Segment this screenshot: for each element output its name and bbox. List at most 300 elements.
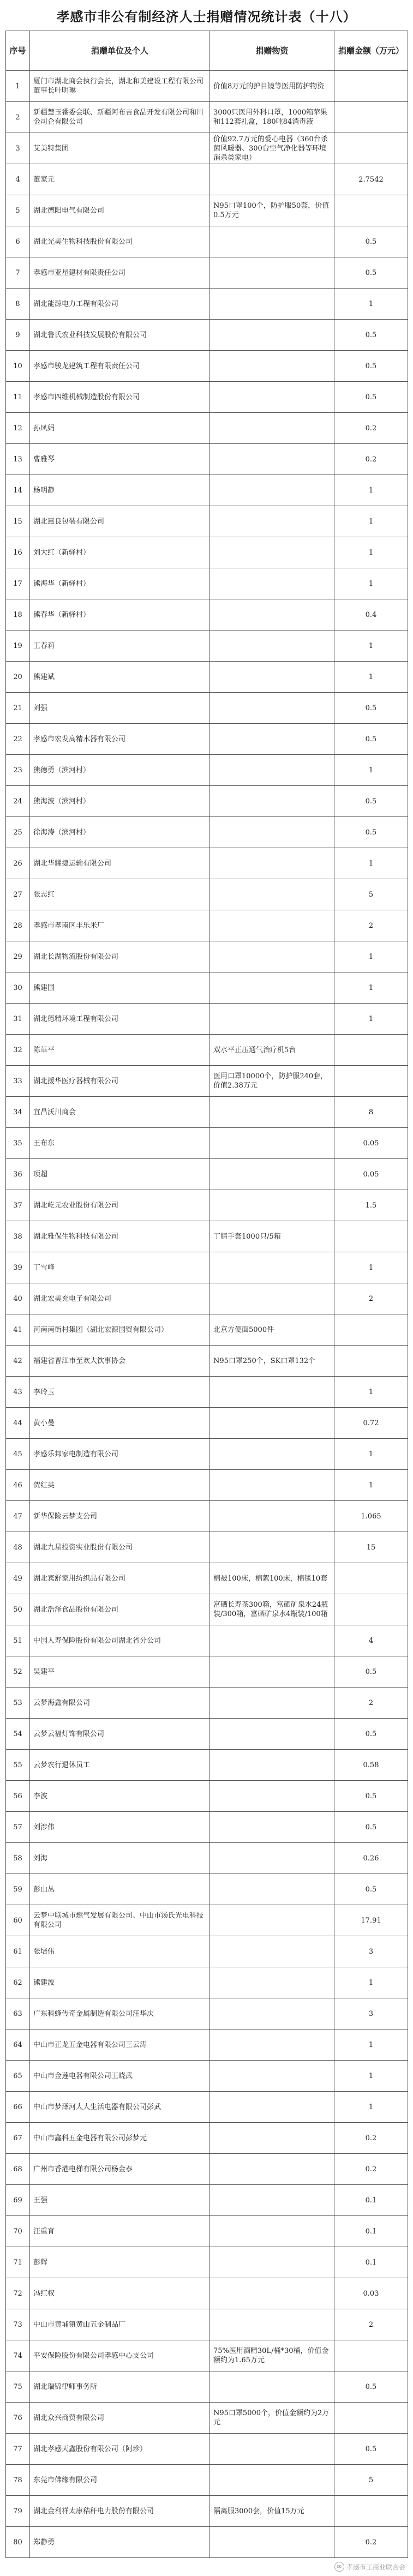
- row-amount: [334, 71, 408, 102]
- row-goods: [210, 2061, 334, 2092]
- row-no: 49: [6, 1563, 30, 1594]
- row-no: 14: [6, 475, 30, 506]
- row-donor: 孝感市宏发高精木器有限公司: [30, 724, 210, 755]
- watermark: [334, 2562, 405, 2572]
- row-goods: [210, 1377, 334, 1408]
- row-amount: 4: [334, 1625, 408, 1656]
- row-no: 57: [6, 1812, 30, 1843]
- row-amount: 1: [334, 568, 408, 599]
- row-donor: 刘大红（新驿村）: [30, 537, 210, 568]
- row-goods: 3000只医用外科口罩，1000箱苹果和112套礼盒，180吨84消毒液: [210, 102, 334, 133]
- table-row: [6, 1719, 408, 1750]
- header-amount: 捐赠金额（万元）: [334, 31, 408, 71]
- row-no: 80: [6, 2527, 30, 2558]
- row-goods: [210, 1905, 334, 1936]
- row-donor: 湖北长湖物流股份有限公司: [30, 941, 210, 972]
- table-row: [6, 662, 408, 693]
- table-row: [6, 506, 408, 537]
- row-no: 35: [6, 1128, 30, 1159]
- row-donor: 刘海: [30, 1843, 210, 1874]
- row-goods: [210, 444, 334, 475]
- row-no: 33: [6, 1066, 30, 1097]
- row-amount: 0.2: [334, 2527, 408, 2558]
- row-amount: 1: [334, 972, 408, 1004]
- row-goods: [210, 724, 334, 755]
- row-amount: 5: [334, 2465, 408, 2496]
- row-amount: 1: [334, 941, 408, 972]
- row-no: 58: [6, 1843, 30, 1874]
- row-no: 30: [6, 972, 30, 1004]
- table-row: [6, 1190, 408, 1221]
- row-amount: 0.5: [334, 257, 408, 289]
- table-row: [6, 1470, 408, 1501]
- row-no: 26: [6, 848, 30, 879]
- table-row: [6, 1252, 408, 1283]
- row-goods: [210, 2434, 334, 2465]
- row-amount: [334, 1346, 408, 1377]
- row-no: 3: [6, 133, 30, 164]
- row-amount: 0.05: [334, 1159, 408, 1190]
- row-goods: [210, 2371, 334, 2403]
- row-amount: [334, 195, 408, 226]
- table-row: [6, 817, 408, 848]
- row-no: 78: [6, 2465, 30, 2496]
- row-donor: 云梦海鑫有限公司: [30, 1688, 210, 1719]
- row-amount: [334, 1035, 408, 1066]
- row-no: 18: [6, 599, 30, 631]
- row-amount: 1: [334, 848, 408, 879]
- table-row: [6, 1346, 408, 1377]
- row-no: 23: [6, 755, 30, 786]
- row-donor: 东莞市佛缘有限公司: [30, 2465, 210, 2496]
- row-amount: 0.2: [334, 2154, 408, 2185]
- row-goods: [210, 1408, 334, 1439]
- row-goods: [210, 1998, 334, 2029]
- table-row: [6, 102, 408, 133]
- row-donor: 湖北屹元农业股份有限公司: [30, 1190, 210, 1221]
- row-no: 9: [6, 320, 30, 351]
- row-donor: 熊德勇（滨河村）: [30, 755, 210, 786]
- row-goods: 北京方便面5000件: [210, 1314, 334, 1346]
- table-row: [6, 1563, 408, 1594]
- row-donor: 彭辉: [30, 2247, 210, 2278]
- table-row: [6, 1594, 408, 1625]
- row-goods: [210, 631, 334, 662]
- row-goods: [210, 1936, 334, 1967]
- row-no: 63: [6, 1998, 30, 2029]
- row-goods: 隔离服3000套，价值15万元: [210, 2496, 334, 2527]
- row-amount: 1: [334, 1252, 408, 1283]
- row-amount: 1: [334, 2092, 408, 2123]
- row-goods: [210, 1812, 334, 1843]
- row-amount: 0.26: [334, 1843, 408, 1874]
- row-amount: 1: [334, 1470, 408, 1501]
- row-goods: [210, 568, 334, 599]
- row-amount: [334, 1594, 408, 1625]
- row-amount: 2.7542: [334, 164, 408, 195]
- row-donor: 湖北瑞锦律师事务所: [30, 2371, 210, 2403]
- row-goods: [210, 662, 334, 693]
- row-amount: 0.5: [334, 2371, 408, 2403]
- row-goods: [210, 2185, 334, 2216]
- table-row: [6, 755, 408, 786]
- wechat-icon: ✉: [334, 2562, 344, 2572]
- table-row: [6, 382, 408, 413]
- row-amount: 1: [334, 1004, 408, 1035]
- row-no: 45: [6, 1439, 30, 1470]
- table-body: [6, 71, 408, 2558]
- row-no: 39: [6, 1252, 30, 1283]
- row-no: 46: [6, 1470, 30, 1501]
- table-row: [6, 1998, 408, 2029]
- row-donor: 吴建平: [30, 1656, 210, 1688]
- row-donor: 中山市黄埔镇黄山五金制品厂: [30, 2309, 210, 2340]
- table-row: [6, 1936, 408, 1967]
- row-amount: 2: [334, 2309, 408, 2340]
- row-no: 53: [6, 1688, 30, 1719]
- row-donor: 张培伟: [30, 1936, 210, 1967]
- header-goods: 捐赠物资: [210, 31, 334, 71]
- row-goods: [210, 2278, 334, 2309]
- row-amount: 0.1: [334, 2216, 408, 2247]
- row-amount: [334, 1066, 408, 1097]
- row-donor: 云梦云福灯饰有限公司: [30, 1719, 210, 1750]
- row-donor: 熊建波: [30, 1967, 210, 1998]
- row-no: 27: [6, 879, 30, 910]
- table-row: [6, 1625, 408, 1656]
- table-row: [6, 2403, 408, 2434]
- row-goods: [210, 2527, 334, 2558]
- row-amount: 0.2: [334, 444, 408, 475]
- row-amount: 0.1: [334, 2185, 408, 2216]
- row-amount: [334, 2496, 408, 2527]
- row-goods: [210, 1750, 334, 1781]
- row-amount: 0.58: [334, 1750, 408, 1781]
- row-no: 71: [6, 2247, 30, 2278]
- table-row: [6, 941, 408, 972]
- row-no: 11: [6, 382, 30, 413]
- table-row: [6, 693, 408, 724]
- row-amount: 3: [334, 1936, 408, 1967]
- row-goods: [210, 226, 334, 257]
- table-row: [6, 2061, 408, 2092]
- row-amount: 0.05: [334, 1128, 408, 1159]
- row-donor: 湖北华耀捷运输有限公司: [30, 848, 210, 879]
- row-amount: 1: [334, 475, 408, 506]
- row-no: 24: [6, 786, 30, 817]
- row-no: 8: [6, 289, 30, 320]
- row-donor: 董家元: [30, 164, 210, 195]
- table-row: [6, 2247, 408, 2278]
- row-no: 29: [6, 941, 30, 972]
- row-goods: [210, 755, 334, 786]
- row-no: 70: [6, 2216, 30, 2247]
- row-donor: 湖北德精环境工程有限公司: [30, 1004, 210, 1035]
- row-donor: 王强: [30, 2185, 210, 2216]
- table-row: [6, 1501, 408, 1532]
- row-donor: 熊春华（新驿村）: [30, 599, 210, 631]
- row-amount: 0.2: [334, 413, 408, 444]
- table-row: [6, 2371, 408, 2403]
- row-donor: 中国人寿保险股份有限公司湖北省分公司: [30, 1625, 210, 1656]
- row-no: 32: [6, 1035, 30, 1066]
- row-goods: 价值92.7万元的爱心电器（360台杀菌风暖器、300台空气净化器等环境消杀类家电）: [210, 133, 334, 164]
- table-row: [6, 1035, 408, 1066]
- row-donor: 厦门市湖北商会执行会长，湖北和美建设工程有限公司董事长叶明琳: [30, 71, 210, 102]
- row-donor: 贺红英: [30, 1470, 210, 1501]
- donation-table: [5, 31, 408, 2558]
- row-amount: 2: [334, 910, 408, 941]
- table-row: [6, 2278, 408, 2309]
- table-row: [6, 1688, 408, 1719]
- row-goods: [210, 382, 334, 413]
- row-donor: 云梦中联城市燃气发展有限公司、中山市汤氏光电科技有限公司: [30, 1905, 210, 1936]
- row-donor: 湖北宾舒家用纺织品有限公司: [30, 1563, 210, 1594]
- row-goods: [210, 1532, 334, 1563]
- table-row: [6, 71, 408, 102]
- row-goods: [210, 599, 334, 631]
- table-row: [6, 195, 408, 226]
- row-goods: 医用口罩10000个，防护服240套，价值2.38万元: [210, 1066, 334, 1097]
- row-goods: N95口罩5000个，价值金额约为2万元: [210, 2403, 334, 2434]
- row-no: 66: [6, 2092, 30, 2123]
- row-donor: 王春莉: [30, 631, 210, 662]
- table-row: [6, 2092, 408, 2123]
- row-amount: 0.72: [334, 1408, 408, 1439]
- page-title: 孝感市非公有制经济人士捐赠情况统计表（十八）: [56, 8, 357, 25]
- table-row: [6, 1874, 408, 1905]
- table-row: [6, 879, 408, 910]
- row-goods: 富硒长寿茶300箱，富硒矿泉水24瓶装/300箱，富硒矿泉水4瓶装/100箱: [210, 1594, 334, 1625]
- row-no: 50: [6, 1594, 30, 1625]
- table-row: [6, 910, 408, 941]
- row-goods: [210, 2247, 334, 2278]
- row-amount: 0.5: [334, 786, 408, 817]
- row-amount: 1.5: [334, 1190, 408, 1221]
- row-goods: [210, 1656, 334, 1688]
- table-row: [6, 1066, 408, 1097]
- row-no: 79: [6, 2496, 30, 2527]
- row-donor: 中山市金莲电器有限公司王晓武: [30, 2061, 210, 2092]
- row-goods: [210, 506, 334, 537]
- table-row: [6, 599, 408, 631]
- row-amount: [334, 2340, 408, 2371]
- row-amount: 1: [334, 1439, 408, 1470]
- row-no: 40: [6, 1283, 30, 1314]
- row-donor: 孝感乐邦家电制造有限公司: [30, 1439, 210, 1470]
- row-donor: 刘强: [30, 693, 210, 724]
- row-no: 34: [6, 1097, 30, 1128]
- row-donor: 刘涉伟: [30, 1812, 210, 1843]
- row-donor: 湖北九星投资实业股份有限公司: [30, 1532, 210, 1563]
- row-goods: [210, 164, 334, 195]
- row-donor: 湖北光美生物科技股份有限公司: [30, 226, 210, 257]
- row-goods: [210, 1688, 334, 1719]
- table-row: [6, 444, 408, 475]
- table-row: [6, 226, 408, 257]
- row-no: 55: [6, 1750, 30, 1781]
- row-no: 6: [6, 226, 30, 257]
- row-goods: [210, 289, 334, 320]
- row-donor: 李玲玉: [30, 1377, 210, 1408]
- row-goods: [210, 1159, 334, 1190]
- row-no: 31: [6, 1004, 30, 1035]
- table-row: [6, 1159, 408, 1190]
- row-no: 77: [6, 2434, 30, 2465]
- row-donor: 熊海波（滨河村）: [30, 786, 210, 817]
- row-amount: 0.5: [334, 817, 408, 848]
- row-donor: 湖北德阳电气有限公司: [30, 195, 210, 226]
- row-amount: 17.91: [334, 1905, 408, 1936]
- row-donor: 湖北惠良包装有限公司: [30, 506, 210, 537]
- table-row: [6, 1314, 408, 1346]
- row-donor: 河南南街村集团（湖北宏源国贸有限公司）: [30, 1314, 210, 1346]
- row-amount: 1: [334, 662, 408, 693]
- row-no: 69: [6, 2185, 30, 2216]
- row-no: 74: [6, 2340, 30, 2371]
- row-goods: 75%医用酒精30L/桶*30桶，价值金额约为1.65万元: [210, 2340, 334, 2371]
- row-amount: 0.5: [334, 382, 408, 413]
- row-goods: N95口罩250个，SK口罩132个: [210, 1346, 334, 1377]
- row-amount: 1: [334, 631, 408, 662]
- row-donor: 徐海涛（滨河村）: [30, 817, 210, 848]
- row-donor: 熊建斌: [30, 662, 210, 693]
- row-donor: 丁雪峰: [30, 1252, 210, 1283]
- row-no: 76: [6, 2403, 30, 2434]
- row-donor: 新华保险云梦支公司: [30, 1501, 210, 1532]
- watermark-text: 孝感市工商业联合会: [346, 2563, 405, 2571]
- table-row: [6, 164, 408, 195]
- table-row: [6, 2496, 408, 2527]
- row-amount: 0.2: [334, 2123, 408, 2154]
- row-goods: [210, 848, 334, 879]
- row-goods: [210, 1004, 334, 1035]
- row-amount: 1: [334, 506, 408, 537]
- row-amount: 5: [334, 879, 408, 910]
- row-amount: [334, 2403, 408, 2434]
- row-goods: [210, 1843, 334, 1874]
- row-amount: 0.5: [334, 226, 408, 257]
- row-no: 25: [6, 817, 30, 848]
- row-no: 65: [6, 2061, 30, 2092]
- row-amount: 0.4: [334, 599, 408, 631]
- table-row: [6, 2216, 408, 2247]
- row-donor: 孝感市四维机械制造股份有限公司: [30, 382, 210, 413]
- row-no: 13: [6, 444, 30, 475]
- row-goods: [210, 786, 334, 817]
- row-goods: 双水平正压通气治疗机5台: [210, 1035, 334, 1066]
- row-goods: [210, 941, 334, 972]
- row-goods: [210, 1781, 334, 1812]
- row-no: 75: [6, 2371, 30, 2403]
- row-donor: 陈革平: [30, 1035, 210, 1066]
- row-donor: 湖北雅保生物科技有限公司: [30, 1221, 210, 1252]
- row-donor: 冯红权: [30, 2278, 210, 2309]
- row-donor: 中山市梦泽河大大生活电器有限公司彭武: [30, 2092, 210, 2123]
- row-goods: [210, 1501, 334, 1532]
- row-donor: 湖北鲁氏农业科技发展股份有限公司: [30, 320, 210, 351]
- row-donor: 熊海华（新驿村）: [30, 568, 210, 599]
- header-row: [6, 31, 408, 71]
- row-no: 22: [6, 724, 30, 755]
- row-donor: 中山市鑫科五金电器有限公司彭梦元: [30, 2123, 210, 2154]
- row-amount: 0.5: [334, 1781, 408, 1812]
- table-row: [6, 568, 408, 599]
- table-row: [6, 972, 408, 1004]
- row-amount: 1: [334, 289, 408, 320]
- row-goods: [210, 1252, 334, 1283]
- row-no: 20: [6, 662, 30, 693]
- row-donor: 汪重育: [30, 2216, 210, 2247]
- row-goods: [210, 2154, 334, 2185]
- table-row: [6, 1221, 408, 1252]
- table-row: [6, 1439, 408, 1470]
- header-donor: 捐赠单位及个人: [30, 31, 210, 71]
- table-row: [6, 1128, 408, 1159]
- table-row: [6, 2029, 408, 2061]
- table-row: [6, 848, 408, 879]
- row-amount: 0.5: [334, 693, 408, 724]
- row-donor: 湖北众兴商贸有限公司: [30, 2403, 210, 2434]
- row-donor: 艾美特集团: [30, 133, 210, 164]
- row-goods: [210, 413, 334, 444]
- row-donor: 湖北孝感天鑫股份有限公司（阿珍）: [30, 2434, 210, 2465]
- row-goods: [210, 1283, 334, 1314]
- row-donor: 李波: [30, 1781, 210, 1812]
- table-row: [6, 289, 408, 320]
- row-donor: 王布东: [30, 1128, 210, 1159]
- row-goods: [210, 2309, 334, 2340]
- row-goods: [210, 1190, 334, 1221]
- row-no: 61: [6, 1936, 30, 1967]
- row-donor: 广州市香港电梯有限公司杨金泰: [30, 2154, 210, 2185]
- table-row: [6, 1097, 408, 1128]
- row-no: 7: [6, 257, 30, 289]
- row-no: 28: [6, 910, 30, 941]
- row-amount: [334, 102, 408, 133]
- row-donor: 平安保险股份有限公司孝感中心支公司: [30, 2340, 210, 2371]
- row-no: 36: [6, 1159, 30, 1190]
- row-goods: [210, 1128, 334, 1159]
- row-donor: 曹雅琴: [30, 444, 210, 475]
- row-goods: [210, 1625, 334, 1656]
- table-row: [6, 1750, 408, 1781]
- row-donor: 湖北金利祥太康秸秆电力股份有限公司: [30, 2496, 210, 2527]
- row-amount: 0.5: [334, 1719, 408, 1750]
- row-no: 4: [6, 164, 30, 195]
- row-goods: [210, 972, 334, 1004]
- row-amount: 1: [334, 755, 408, 786]
- table-row: [6, 537, 408, 568]
- row-donor: 孝感市骏龙建筑工程有限责任公司: [30, 351, 210, 382]
- table-row: [6, 2123, 408, 2154]
- row-no: 73: [6, 2309, 30, 2340]
- row-amount: 1: [334, 1377, 408, 1408]
- table-row: [6, 1408, 408, 1439]
- row-no: 64: [6, 2029, 30, 2061]
- row-amount: 0.5: [334, 2434, 408, 2465]
- row-goods: [210, 2029, 334, 2061]
- row-no: 19: [6, 631, 30, 662]
- table-row: [6, 1283, 408, 1314]
- row-donor: 郑静勇: [30, 2527, 210, 2558]
- table-row: [6, 475, 408, 506]
- row-no: 15: [6, 506, 30, 537]
- row-donor: 彭山丛: [30, 1874, 210, 1905]
- row-amount: 8: [334, 1097, 408, 1128]
- row-amount: [334, 133, 408, 164]
- row-donor: 孝感市孝南区丰乐米厂: [30, 910, 210, 941]
